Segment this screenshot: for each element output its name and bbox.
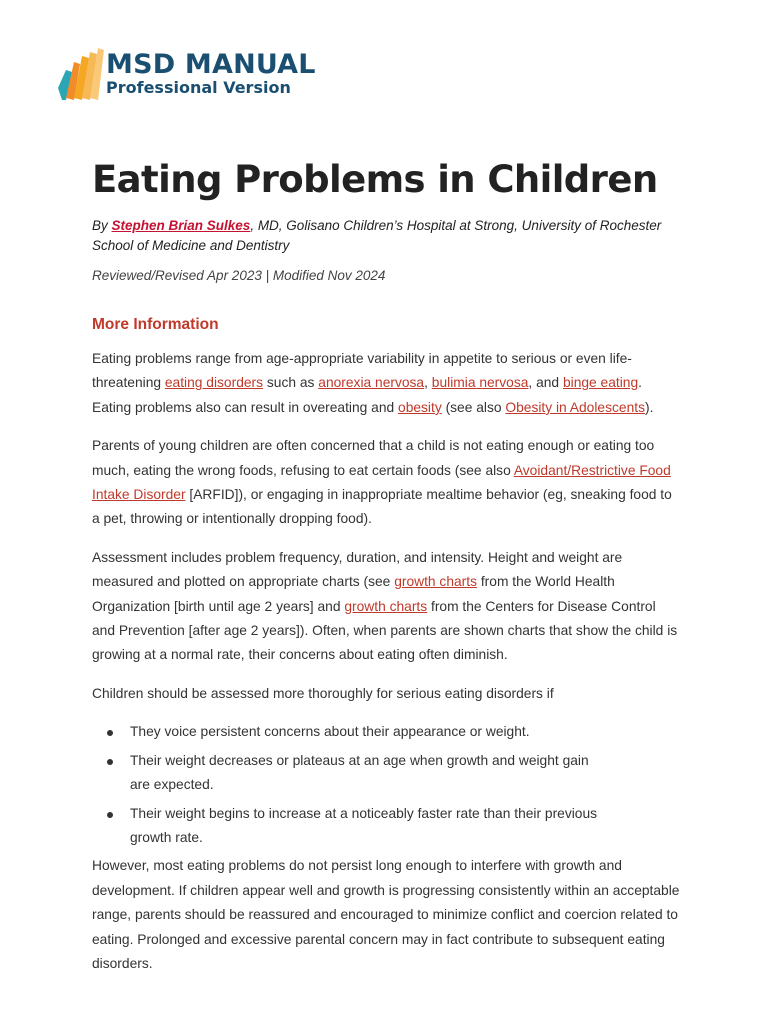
list-item — [130, 749, 610, 798]
text-span: ). — [644, 399, 654, 415]
bullet-icon — [107, 759, 113, 765]
text-span: Parents of young children are often concerned that a child is not eating enough or eating too much, eating the wrong foods, refusing to eat certain foods (see also — [92, 438, 655, 478]
list-item-text: They voice persistent concerns about their appearance or weight. — [130, 724, 530, 740]
criteria-list — [92, 720, 682, 850]
link-anorexia-nervosa[interactable]: anorexia nervosa — [318, 375, 425, 391]
more-information-toggle[interactable]: More Information — [92, 316, 219, 333]
byline-prefix: By — [92, 218, 112, 233]
brand-name: MSD MANUAL — [106, 49, 316, 80]
bullet-icon — [107, 730, 113, 736]
bullet-icon — [107, 812, 113, 818]
paragraph-reassurance: However, most eating problems do not persist long enough to interfere with growth and development. If children appear well and growth is progressing consistently within an acceptable range, parents should be reassured and encouraged to minimize conflict and coercion related to eating. Prolonged and excessive parental concern may in fact contribute to subsequent eating disorders. — [92, 858, 680, 971]
text-span: , and — [528, 375, 563, 391]
list-item-text: Their weight decreases or plateaus at an age when growth and weight gain are expected. — [130, 752, 589, 793]
text-span: Assessment includes problem frequency, duration, and intensity. Height and weight are measured and plotted on appropriate charts (see — [92, 549, 623, 590]
brand-subtitle: Professional Version — [106, 78, 291, 97]
byline — [92, 216, 682, 255]
link-bulimia-nervosa[interactable]: bulimia nervosa — [431, 375, 529, 391]
review-date: Reviewed/Revised Apr 2023 | Modified Nov 2024 — [92, 268, 386, 283]
text-span: such as — [263, 375, 319, 391]
paragraph-assessment — [92, 546, 682, 668]
list-item-text: Their weight begins to increase at a noticeably faster rate than their previous growth rate. — [130, 805, 598, 845]
page-title: Eating Problems in Children — [92, 158, 658, 201]
msd-logo-icon[interactable] — [56, 48, 104, 102]
list-item — [130, 720, 610, 744]
link-eating-disorders[interactable]: eating disorders — [164, 375, 264, 391]
byline-affiliation: , MD, Golisano Children’s Hospital at Strong, University of Rochester School of Medicine and Dentistry — [92, 218, 662, 253]
site-header — [56, 48, 356, 104]
text-span: (see also — [441, 399, 506, 415]
text-span: . Eating problems also can result in overeating and — [92, 375, 642, 415]
text-span: from the Centers for Disease Control and Prevention [after age 2 years]). Often, when parents are shown charts that show the child is growing at a normal rate, their concerns about eating often diminish. — [92, 598, 678, 663]
text-span: from the World Health Organization [birth until age 2 years] and — [92, 574, 615, 614]
link-obesity[interactable]: obesity — [398, 399, 442, 415]
text-span: [ARFID]), or engaging in inappropriate mealtime behavior (eg, sneaking food to a pet, throwing or intentionally dropping food). — [92, 487, 672, 527]
link-growth-charts-who[interactable]: growth charts — [394, 574, 478, 590]
link-binge-eating[interactable]: binge eating — [562, 375, 639, 391]
list-item — [130, 802, 610, 851]
article-content — [92, 156, 682, 976]
link-arfid[interactable]: Avoidant/Restrictive Food Intake Disorder — [92, 462, 671, 503]
paragraph-assessment-criteria: Children should be assessed more thoroughly for serious eating disorders if — [92, 685, 554, 701]
paragraph-parents-concerns — [92, 434, 682, 532]
paragraph-intro — [92, 347, 682, 420]
text-span: Eating problems range from age-appropriate variability in appetite to serious or even life-threatening — [92, 351, 632, 391]
text-span: , — [424, 375, 432, 391]
author-link[interactable]: Stephen Brian Sulkes — [111, 218, 251, 233]
link-growth-charts-cdc[interactable]: growth charts — [344, 598, 428, 614]
link-obesity-in-adolescents[interactable]: Obesity in Adolescents — [505, 399, 645, 415]
brand[interactable] — [106, 48, 316, 97]
